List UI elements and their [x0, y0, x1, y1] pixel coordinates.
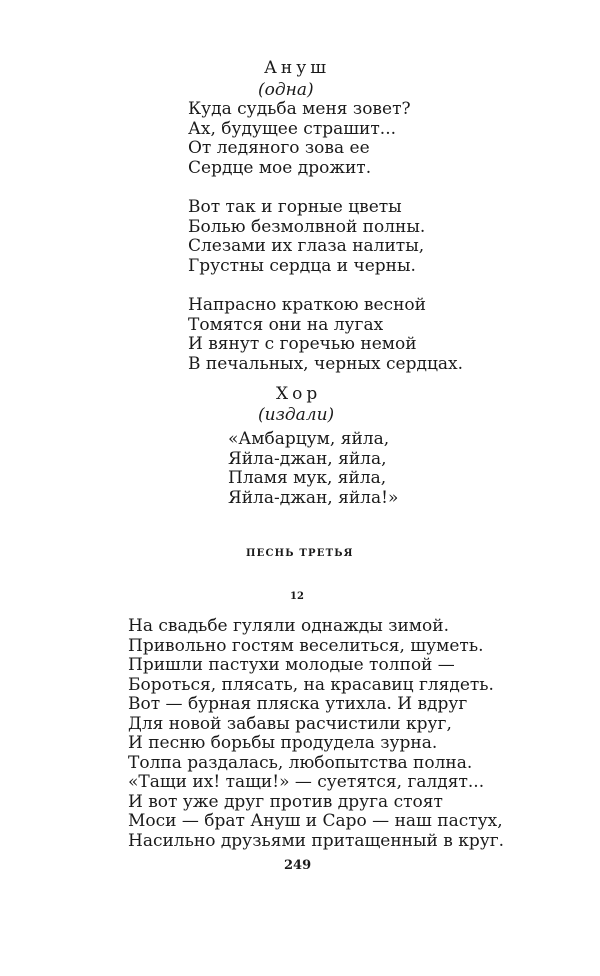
verse-line: И песню борьбы продудела зурна.	[128, 733, 438, 753]
verse-line: Вот — бурная пляска утихла. И вдруг	[128, 694, 468, 714]
verse-line: Толпа раздалась, любопытства полна.	[128, 752, 473, 773]
narrative-verse	[128, 617, 504, 851]
stage-direction-afar: (издали)	[258, 405, 335, 425]
verse-line: Для новой забавы расчистили круг,	[128, 713, 452, 734]
anush-stanza-2	[188, 198, 425, 276]
speaker-anush: Ануш	[264, 58, 331, 78]
verse-line: «Тащи их! тащи!» — суетятся, галдят...	[128, 772, 485, 792]
verse-line: Вот так и горные цветы	[188, 197, 402, 217]
verse-line: Куда судьба меня зовет?	[188, 99, 411, 119]
verse-line: И вянут с горечью немой	[188, 334, 417, 355]
verse-line: Томятся они на лугах	[188, 314, 384, 335]
verse-line: Привольно гостям веселиться, шуметь.	[128, 635, 484, 656]
verse-line: Пришли пастухи молодые толпой —	[128, 655, 455, 675]
verse-line: Яйла-джан, яйла!»	[228, 487, 399, 508]
verse-line: Бороться, плясать, на красавиц глядеть.	[128, 674, 494, 695]
verse-line: От ледяного зова ее	[188, 138, 370, 159]
song-heading: ПЕСНЬ ТРЕТЬЯ	[246, 548, 354, 559]
verse-line: Напрасно краткою весной	[188, 295, 426, 315]
verse-line: Слезами их глаза налиты,	[188, 236, 425, 257]
verse-line: На свадьбе гуляли однажды зимой.	[128, 616, 449, 636]
anush-stanza-1	[188, 100, 411, 178]
anush-stanza-3	[188, 296, 463, 374]
stage-direction-alone: (одна)	[258, 80, 314, 100]
page-number: 249	[284, 858, 312, 873]
verse-line: Яйла-джан, яйла,	[228, 448, 387, 469]
verse-line: Ах, будущее страшит...	[188, 118, 397, 139]
verse-line: «Амбарцум, яйла,	[228, 429, 390, 449]
verse-line: Насильно друзьями притащенный в круг.	[128, 830, 505, 851]
chorus-verse	[228, 430, 398, 508]
verse-line: Болью безмолвной полны.	[188, 216, 426, 237]
verse-line: Сердце мое дрожит.	[188, 157, 372, 178]
verse-line: Пламя мук, яйла,	[228, 468, 387, 489]
speaker-chorus: Хор	[276, 384, 322, 404]
verse-line: И вот уже друг против друга стоят	[128, 791, 443, 812]
verse-line: В печальных, черных сердцах.	[188, 353, 463, 374]
section-number: 12	[290, 591, 304, 602]
verse-line: Моси — брат Ануш и Саро — наш пастух,	[128, 811, 503, 831]
verse-line: Грустны сердца и черны.	[188, 255, 416, 276]
